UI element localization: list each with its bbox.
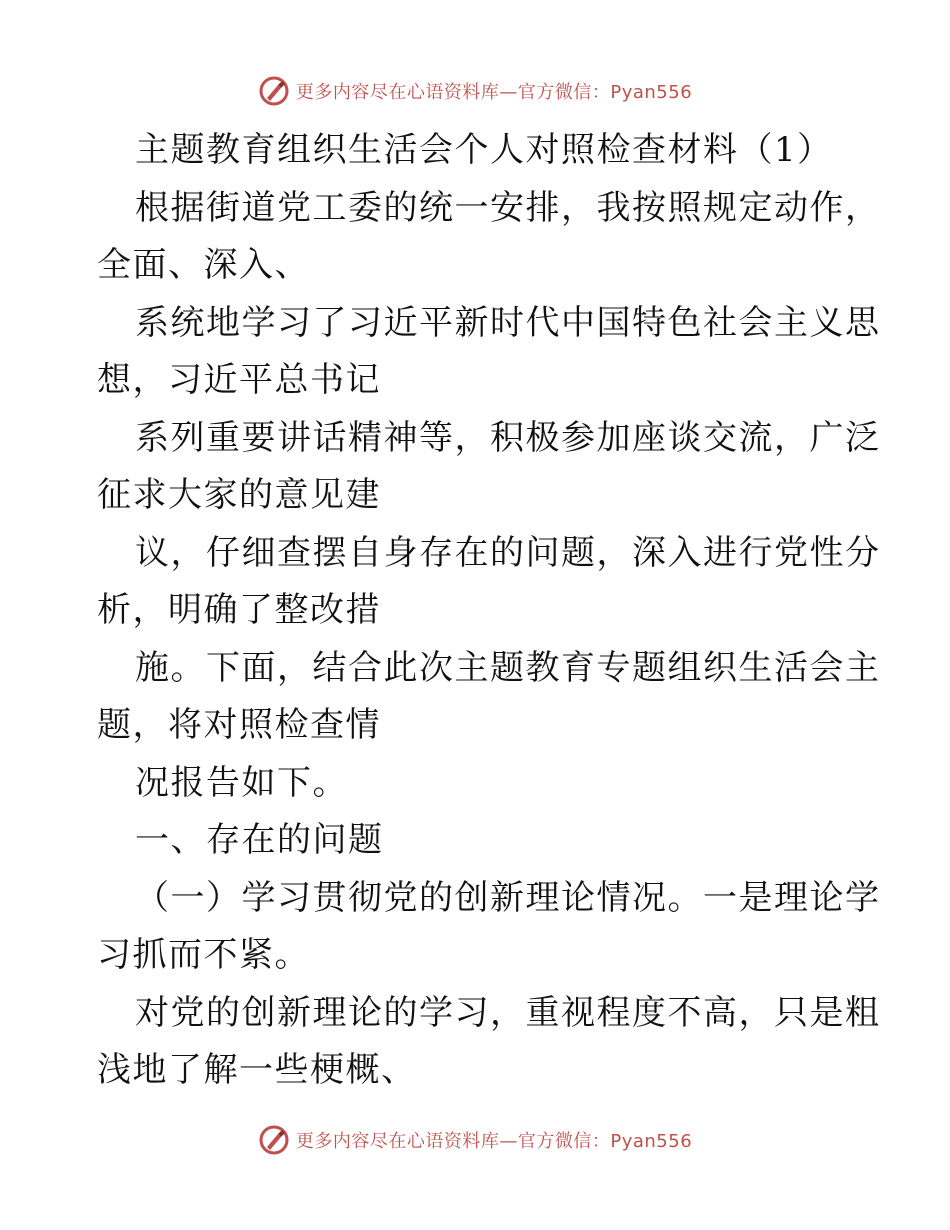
paragraph-line: 想，习近平总书记	[97, 360, 381, 400]
watermark-text: 更多内容尽在心语资料库—官方微信：Pyan556	[295, 1131, 693, 1152]
footer-watermark	[0, 1120, 950, 1160]
paragraph-line: 议，仔细查摆自身存在的问题，深入进行党性分	[135, 532, 881, 573]
paragraph-line: 施。下面，结合此次主题教育专题组织生活会主	[135, 647, 881, 688]
pen-in-circle-icon	[258, 1124, 290, 1156]
paragraph-line: 题，将对照检查情	[97, 705, 381, 745]
paragraph-line: 系统地学习了习近平新时代中国特色社会主义思	[135, 302, 881, 343]
paragraph-line: 析，明确了整改措	[97, 590, 381, 630]
subsection-heading: （一）学习贯彻党的创新理论情况。一是理论学	[135, 877, 881, 918]
section-heading: 一、存在的问题	[135, 820, 384, 860]
paragraph-line: 根据街道党工委的统一安排，我按照规定动作，	[135, 187, 881, 228]
document-body	[97, 122, 881, 1100]
paragraph-line: 系列重要讲话精神等，积极参加座谈交流，广泛	[135, 417, 881, 458]
watermark-text: 更多内容尽在心语资料库—官方微信：Pyan556	[295, 82, 693, 103]
document-title: 主题教育组织生活会个人对照检查材料（1）	[135, 130, 833, 170]
paragraph-line: 全面、深入、	[97, 245, 310, 285]
paragraph-line: 对党的创新理论的学习，重视程度不高，只是粗	[135, 992, 881, 1033]
paragraph-line: 浅地了解一些梗概、	[97, 1050, 417, 1090]
paragraph-line: 征求大家的意见建	[97, 475, 381, 515]
pen-in-circle-icon	[258, 75, 290, 107]
paragraph-line: 况报告如下。	[135, 762, 348, 803]
paragraph-line: 习抓而不紧。	[97, 935, 310, 975]
header-watermark	[0, 71, 950, 111]
